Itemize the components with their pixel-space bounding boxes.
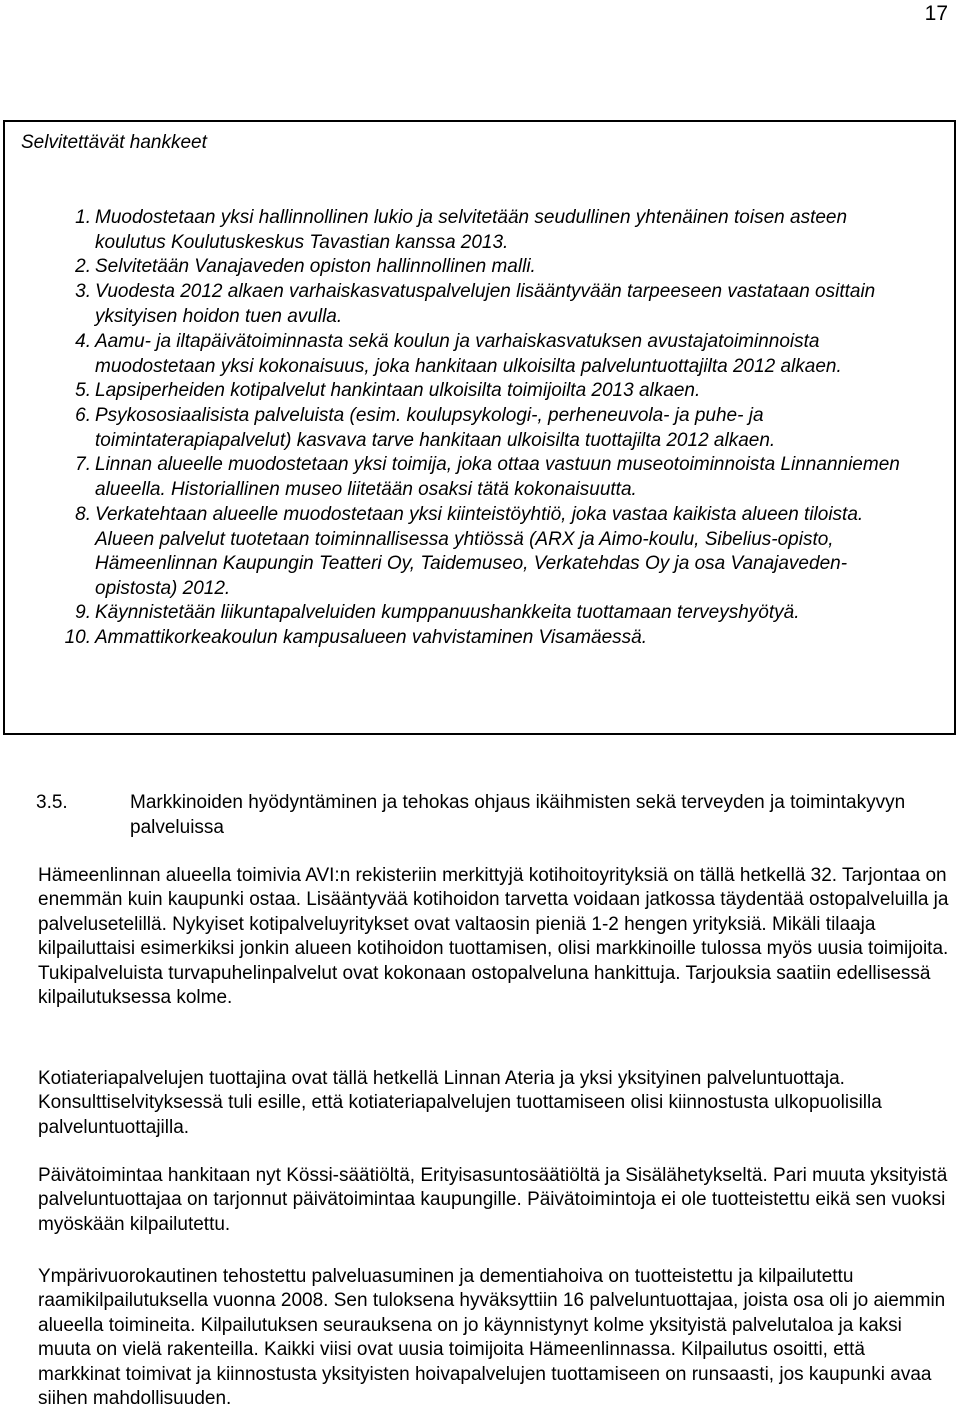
list-item-text: Lapsiperheiden kotipalvelut hankintaan ulkoisilta toimijoilta 2013 alkaen. — [95, 380, 701, 401]
list-item-text: Linnan alueelle muodostetaan yksi toimija, joka ottaa vastuun museotoiminnoista Linnanniemen alueella. Historiallinen museo liitetään osaksi tätä kokonaisuutta. — [95, 454, 900, 500]
list-item-number: 6. — [75, 405, 91, 426]
list-item — [43, 601, 923, 626]
list-item — [43, 503, 923, 601]
list-item-text: Vuodesta 2012 alkaen varhaiskasvatuspalvelujen lisääntyvään tarpeeseen vastataan osittain yksityisen hoidon tuen avulla. — [95, 281, 876, 327]
list-item — [43, 330, 923, 379]
list-item — [43, 280, 923, 329]
list-item-number: 1. — [75, 207, 91, 228]
list-item-text: Verkatehtaan alueelle muodostetaan yksi kiinteistöyhtiö, joka vastaa kaikista alueen tiloista. Alueen palvelut tuotetaan toiminnallisessa yhtiössä (ARX ja Aimo-koulu, Sibelius-opisto, Hämeenlinnan Kaupungin Teatteri Oy, Taidemuseo, Verkatehdas Oy ja osa Vanajaveden-opistosta) 2012. — [95, 504, 864, 599]
list-item-text: Psykososiaalisista palveluista (esim. koulupsykologi-, perheneuvola- ja puhe- ja toimintaterapiapalvelut) kasvava tarve hankitaan ulkoisilta tuottajilta 2012 alkaen. — [95, 405, 776, 451]
list-item-number: 10. — [64, 627, 91, 648]
list-item-number: 9. — [75, 602, 91, 623]
list-item-number: 2. — [75, 256, 91, 277]
section-heading — [36, 790, 936, 840]
page-number: 17 — [924, 2, 948, 25]
paragraph: Ympärivuorokautinen tehostettu palveluasuminen ja dementiahoiva on tuotteistettu ja kilpailutettu raamikilpailutuksella vuonna 2008. Sen tuloksena hyväksyttiin 16 palveluntuottajaa, joista osa oli jo aiemmin alueella toimineita. Kilpailutuksen seurauksena on jo käynnistynyt kolme yksityistä palvelutaloa ja kaksi muuta on vielä rakenteilla. Kaikki viisi ovat uusia toimijoita Hämeenlinnassa. Kilpailutus osoitti, että markkinat toimivat ja kiinnostusta yksityisten hoivapalvelujen tuottamiseen on runsaasti, jos kaupunki avaa siihen mahdollisuuden. — [38, 1266, 946, 1410]
list-item-number: 8. — [75, 504, 91, 525]
list-item — [43, 453, 923, 502]
paragraph: Kotiateriapalvelujen tuottajina ovat tällä hetkellä Linnan Ateria ja yksi yksityinen palveluntuottaja. Konsulttiselvityksessä tuli esille, että kotiateriapalvelujen tuottamiseen olisi kiinnostusta ulkopuolisilla palveluntuottajilla. — [38, 1068, 882, 1138]
section-number: 3.5. — [36, 792, 68, 813]
list-item-number: 5. — [75, 380, 91, 401]
paragraph: Hämeenlinnan alueella toimivia AVI:n rekisteriin merkittyjä kotihoitoyrityksiä on tällä hetkellä 32. Tarjontaa on enemmän kuin kaupunki ostaa. Lisääntyvää kotihoidon tarvetta voidaan jatkossa täydentää ostopalveluilla ja palvelusetelillä. Nykyiset kotipalveluyritykset ovat valtaosin pieniä 1-2 hengen yrityksiä. Mikäli tilaaja kilpailuttaisi esimerkiksi jonkin alueen kotihoidon tuottamisen, olisi markkinoille tulossa myös uusia toimijoita. Tukipalveluista turvapuhelinpalvelut ovat kokonaan ostopalveluna hankittuja. Tarjouksia saatiin edellisessä kilpailutuksessa kolme. — [38, 865, 949, 1009]
list-item-text: Ammattikorkeakoulun kampusalueen vahvistaminen Visamäessä. — [95, 627, 647, 648]
section-title: Markkinoiden hyödyntäminen ja tehokas ohjaus ikäihmisten sekä terveyden ja toimintakyvyn palveluissa — [130, 792, 906, 838]
list-item-number: 3. — [75, 281, 91, 302]
list-item-number: 7. — [75, 454, 91, 475]
list-item-text: Selvitetään Vanajaveden opiston hallinnollinen malli. — [95, 256, 536, 277]
list-item — [43, 255, 923, 280]
list-item — [43, 626, 923, 651]
projects-box — [3, 120, 956, 735]
box-title: Selvitettävät hankkeet — [21, 132, 207, 153]
list-item — [43, 404, 923, 453]
list-item-text: Muodostetaan yksi hallinnollinen lukio ja selvitetään seudullinen yhtenäinen toisen asteen koulutus Koulutuskeskus Tavastian kanssa 2013. — [95, 207, 848, 253]
list-item-text: Aamu- ja iltapäivätoiminnasta sekä koulun ja varhaiskasvatuksen avustajatoiminnoista muodostetaan yksi kokonaisuus, joka hankitaan ulkoisilta palveluntuottajilta 2012 alkaen. — [95, 331, 842, 377]
list-item-text: Käynnistetään liikuntapalveluiden kumppanuushankkeita tuottamaan terveyshyötyä. — [95, 602, 800, 623]
list-item — [43, 379, 923, 404]
list-item — [43, 206, 923, 255]
paragraph: Päivätoimintaa hankitaan nyt Kössi-säätiöltä, Erityisasuntosäätiöltä ja Sisälähetykseltä. Pari muuta yksityistä palveluntuottajaa on tarjonnut päivätoimintaa kaupungille. Päivätoimintoja ei ole tuotteistettu eikä sen vuoksi myöskään kilpailutettu. — [38, 1165, 948, 1235]
list-item-number: 4. — [75, 331, 91, 352]
